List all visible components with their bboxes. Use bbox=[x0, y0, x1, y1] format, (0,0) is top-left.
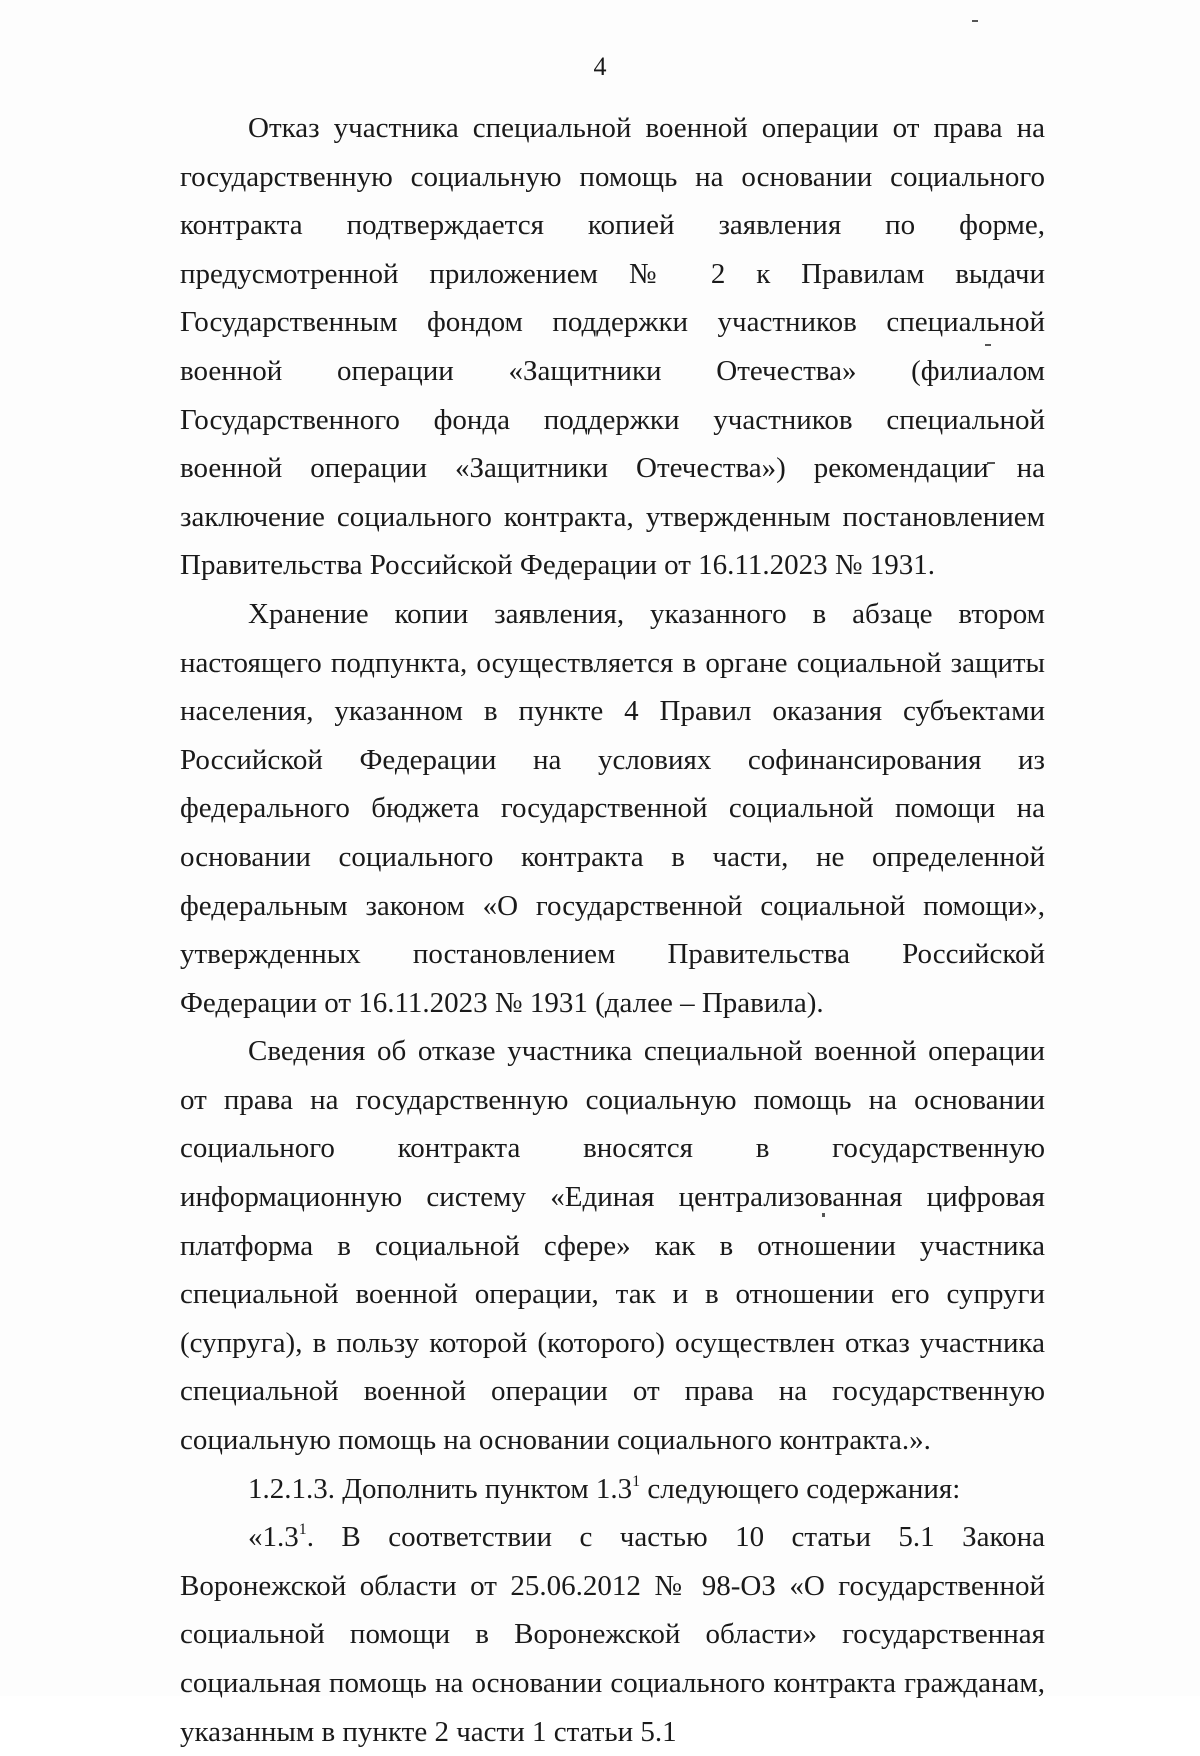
amendment-text-start: 1.2.1.3. Дополнить пунктом 1.3 bbox=[248, 1472, 633, 1505]
paragraph-information-system: Сведения об отказе участника специальной военной операции от права на государственную социальную помощь на основании социального контракта вносятся в государственную информационную систему «Единая централизованная цифровая платформа в социальной сфере» как в отношении участника специальной военной операции, так и в отношении его супруги (супруга), в пользу которой (которого) осуществлен отказ участника специальной военной операции от права на государственную социальную помощь на основании социального контракта.». bbox=[180, 1035, 1045, 1457]
amendment-superscript: 1 bbox=[632, 1472, 641, 1490]
paragraph-application-storage: Хранение копии заявления, указанного в абзаце втором настоящего подпункта, осуществляется в органе социальной защиты населения, указанном в пункте 4 Правил оказания субъектами Российской Федерации на условиях софинансирования из федерального бюджета государственной социальной помощи на основании социального контракта в части, не определенной федеральным законом «О государственной социальной помощи», утвержденных постановлением Правительства Российской Федерации от 16.11.2023 № 1931 (далее – Правила). bbox=[180, 597, 1045, 1019]
paragraph-amendment-clause bbox=[180, 1465, 1045, 1514]
amendment-text-end: следующего содержания: bbox=[640, 1472, 961, 1505]
paragraph-refusal-confirmation: Отказ участника специальной военной операции от права на государственную социальную помощь на основании социального контракта подтверждается копией заявления по форме, предусмотренной приложением № 2 к Правилам выдачи Государственным фондом поддержки участников специальной военной операции «Защитники Отечества» (филиалом Государственного фонда поддержки участников специальной военной операции «Защитники Отечества») рекомендации на заключение социального контракта, утвержденным постановлением Правительства Российской Федерации от 16.11.2023 № 1931. bbox=[180, 112, 1045, 582]
new-point-superscript: 1 bbox=[298, 1521, 307, 1539]
new-point-text-start: «1.3 bbox=[248, 1521, 299, 1554]
new-point-text-end: . В соответствии с частью 10 статьи 5.1 Закона Воронежской области от 25.06.2012 № 98-ОЗ «О государственной социальной помощи в Воронежской области» государственная социальная помощь на основании социального контракта гражданам, указанным в пункте 2 части 1 статьи 5.1 bbox=[180, 1521, 1045, 1748]
body-text bbox=[180, 104, 1045, 1756]
page-number: 4 bbox=[593, 52, 607, 81]
paragraph-new-point bbox=[180, 1513, 1045, 1756]
